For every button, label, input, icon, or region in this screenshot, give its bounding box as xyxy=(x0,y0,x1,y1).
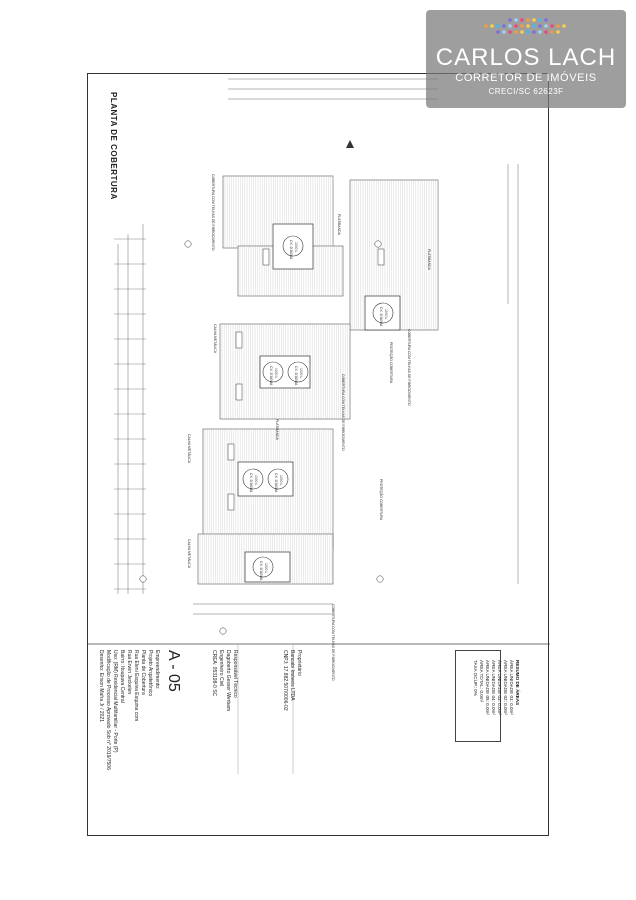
logo-dot xyxy=(556,24,560,28)
logo-dot xyxy=(532,24,536,28)
project-block xyxy=(97,650,160,770)
label-cobertura-2: COBERTURA COM TELHAS DE FIBROCIMENTO xyxy=(407,329,411,406)
areas-title: RESUMO DE ÁREAS xyxy=(515,660,520,706)
tech-line: Engenheiro Civil xyxy=(218,650,224,687)
logo-dot xyxy=(514,24,518,28)
area-line: ÁREA UNIDADE 02: 0.0m² xyxy=(503,660,508,715)
sheet-title: PLANTA DE COBERTURA xyxy=(109,92,118,200)
logo-dot xyxy=(526,30,530,34)
logo-dot xyxy=(538,30,542,34)
box-e xyxy=(228,444,234,460)
water-tank-3-volume: 1000 L xyxy=(299,368,303,379)
water-tank-6-volume: 1000 L xyxy=(264,563,268,574)
logo-dot xyxy=(550,24,554,28)
axis-marker-3 xyxy=(377,576,383,582)
label-calha-2: CALHA METÁLICA xyxy=(187,434,191,464)
logo-dot xyxy=(508,18,512,22)
water-tank-4-volume: 1000 L xyxy=(254,475,258,486)
area-line: ÁREA UNIDADE 01: 0.0m² xyxy=(509,660,514,715)
owner-line: CNPJ: 17.882.507/0006-02 xyxy=(282,650,288,711)
owner-line: Proprietário xyxy=(296,650,302,676)
water-tank-7-volume: 1000 L xyxy=(384,309,388,320)
technical-responsible-block xyxy=(210,650,238,711)
logo-dot xyxy=(514,30,518,34)
sheet-code: A - 05 xyxy=(165,650,182,692)
logo-dot xyxy=(538,18,542,22)
logo-dot xyxy=(508,24,512,28)
logo-dot xyxy=(484,24,488,28)
logo-dot xyxy=(526,24,530,28)
area-line: ÁREA UNIDADE 05: 0.0m² xyxy=(485,660,490,715)
logo-dot xyxy=(526,18,530,22)
axis-marker-0 xyxy=(185,241,191,247)
water-tank-2-volume: 1000 L xyxy=(274,368,278,379)
logo-dot xyxy=(496,24,500,28)
water-tank-1-label: CX. D'ÁGUA xyxy=(289,240,293,260)
owner-line: Bancabi Imóveis LTDA xyxy=(289,650,295,701)
project-line: Rua Eleni Esquiva Esquina com xyxy=(133,650,139,722)
logo-dot xyxy=(532,18,536,22)
logo-dot xyxy=(502,24,506,28)
logo-dot xyxy=(508,30,512,34)
water-tank-6-label: CX. D'ÁGUA xyxy=(259,561,263,581)
logo-dot xyxy=(520,30,524,34)
watermark-logo-dots xyxy=(482,16,572,38)
logo-dot xyxy=(544,18,548,22)
tech-line: Responsável Técnico xyxy=(232,650,238,698)
project-line: Planta de Cobertura xyxy=(140,650,146,695)
area-line: ÁREA TOTAL: 0.0m² xyxy=(479,660,484,703)
area-line: ÁREA UNIDADE 03: 0.0m² xyxy=(497,660,502,715)
label-cobertura-1: COBERTURA COM TELHAS DE FIBROCIMENTO xyxy=(211,174,215,251)
box-f xyxy=(228,494,234,510)
label-calha-1: CALHA METÁLICA xyxy=(213,324,217,354)
area-line: TAXA OCUP.: 0% xyxy=(473,660,478,696)
label-calha-3: CALHA METÁLICA xyxy=(187,539,191,569)
logo-dot xyxy=(490,24,494,28)
logo-dot xyxy=(532,30,536,34)
box-c xyxy=(236,332,242,348)
logo-dot xyxy=(538,24,542,28)
project-line: Projeto Arquitetônico xyxy=(147,650,153,697)
project-line: Uso: (RM) Residencial Multifamiliar - Porte (P) xyxy=(112,650,118,753)
watermark-creci: CRECI/SC 62623F xyxy=(488,87,564,96)
logo-dot xyxy=(520,18,524,22)
logo-dot xyxy=(544,30,548,34)
axis-marker-4 xyxy=(220,628,226,634)
logo-dot xyxy=(520,24,524,28)
water-tank-1-volume: 1000 L xyxy=(294,242,298,253)
label-platibanda-1: PLATIBANDA xyxy=(337,214,341,235)
axis-marker-1 xyxy=(375,241,381,247)
logo-dot xyxy=(550,30,554,34)
water-tank-3-label: CX. D'ÁGUA xyxy=(294,366,298,386)
project-line: Bairro: Itoupava Central xyxy=(119,650,125,703)
logo-dot xyxy=(514,18,518,22)
tech-line: CREA: 053198-0 SC xyxy=(211,650,217,697)
box-d xyxy=(236,384,242,400)
logo-dot xyxy=(496,30,500,34)
label-protecao-2: PROTEÇÃO COBERTURA xyxy=(379,479,383,521)
water-tank-4-label: CX. D'ÁGUA xyxy=(249,473,253,493)
water-tank-5-label: CX. D'ÁGUA xyxy=(274,473,278,493)
areas-summary xyxy=(472,660,520,715)
watermark-role: CORRETOR DE IMÓVEIS xyxy=(455,72,597,84)
north-arrow-icon xyxy=(346,140,354,148)
logo-dot xyxy=(544,24,548,28)
logo-dot xyxy=(562,24,566,28)
box-b xyxy=(378,249,384,265)
water-tank-7-label: CX. D'ÁGUA xyxy=(379,307,383,327)
label-protecao-1: PROTEÇÃO COBERTURA xyxy=(389,342,393,384)
tech-line: Dagoberto Gesser Werbam xyxy=(225,650,231,712)
box-a xyxy=(263,249,269,265)
axis-marker-2 xyxy=(140,576,146,582)
label-cobertura-3: COBERTURA COM TELHAS DE FIBROCIMENTO xyxy=(341,374,345,451)
project-line: Empreendimento: xyxy=(154,650,160,690)
water-tank-5-volume: 1000 L xyxy=(279,475,283,486)
watermark-name: CARLOS LACH xyxy=(435,44,617,71)
area-line: ÁREA UNIDADE 04: 0.0m² xyxy=(491,660,496,715)
logo-dot xyxy=(556,30,560,34)
label-platibanda-2: PLATIBANDA xyxy=(427,249,431,270)
water-tank-2-label: CX. D'ÁGUA xyxy=(269,366,273,386)
logo-dot xyxy=(502,30,506,34)
project-line: Desenho: Erison Mafra Jr / 2021 xyxy=(98,650,104,722)
project-line: Rua Erwin Jeckelen xyxy=(126,650,132,695)
project-line: Modificação de Processo Aprovado Sob n° 2019/7506 xyxy=(105,650,111,770)
label-cobertura-4: COBERTURA COM TELHAS DE FIBROCIMENTO xyxy=(331,604,335,681)
label-platibanda-3: PLATIBANDA xyxy=(275,419,279,440)
owner-block xyxy=(281,650,302,711)
